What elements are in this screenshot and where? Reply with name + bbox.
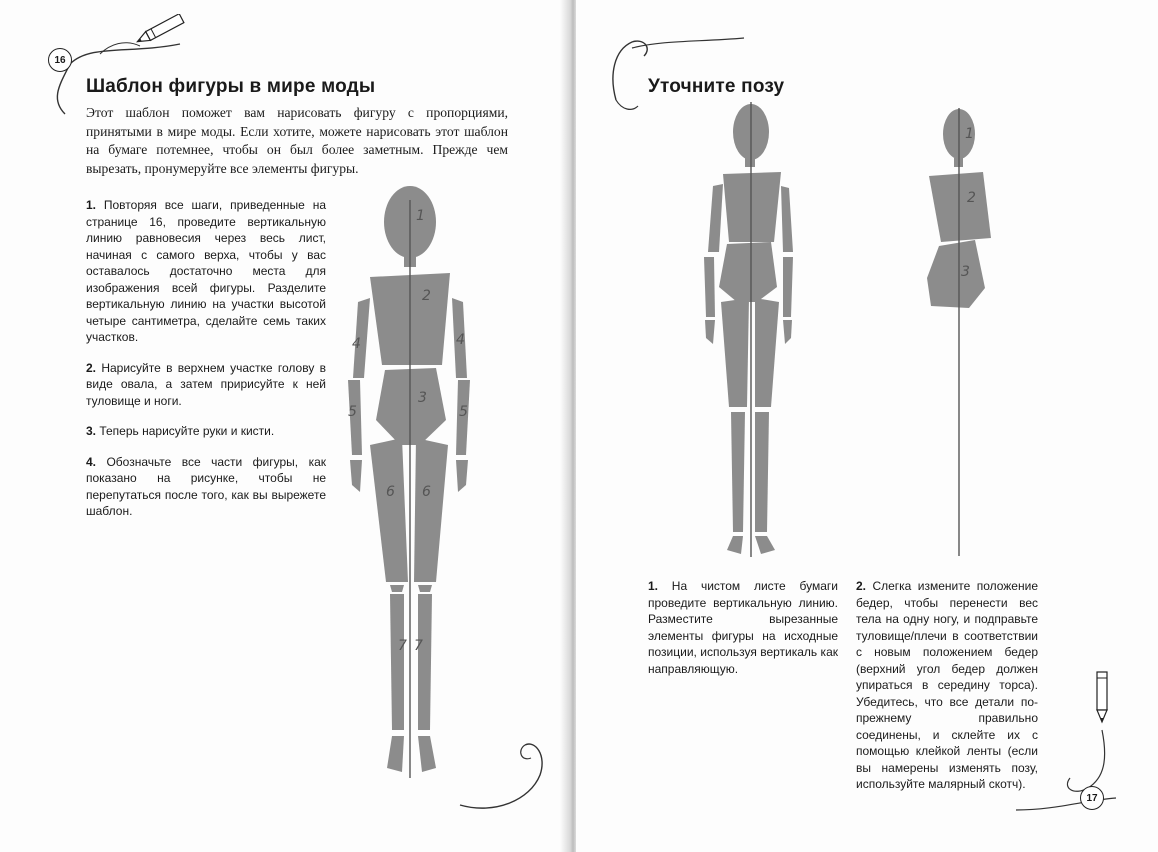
page-number-left: 16 xyxy=(48,48,72,72)
fashion-figure-template xyxy=(340,180,490,780)
page-title-right: Уточните позу xyxy=(648,76,785,97)
figure-foot-right xyxy=(418,736,436,772)
figure-label-forearm-right: 5 xyxy=(459,404,468,420)
pencil-icon xyxy=(135,14,184,46)
figure-label-upper-arm-right: 4 xyxy=(456,332,465,348)
figure-thigh-left xyxy=(370,438,408,582)
figure-hips xyxy=(376,368,446,445)
figure-label-hips: 3 xyxy=(418,390,427,406)
figure-torso xyxy=(723,172,781,242)
figure-label-thigh-left: 6 xyxy=(386,484,395,500)
figure-hand-left xyxy=(705,320,715,344)
figure-label-head: 1 xyxy=(965,126,974,142)
figure-hips xyxy=(927,240,985,308)
posed-figure-full xyxy=(671,102,816,562)
page-title-left: Шаблон фигуры в мире моды xyxy=(86,76,376,97)
figure-shin-right xyxy=(755,412,769,532)
figure-upper-arm-left xyxy=(708,184,723,252)
step-1-right xyxy=(648,578,838,691)
intro-paragraph: Этот шаблон поможет вам нарисовать фигуру с пропорциями, принятыми в мире моды. Если хотите, можете нарисовать этот шаблон на бумаге потемнее, чтобы он был более заметным. Прежде чем вырезать, пронумеруйте все элементы фигуры. xyxy=(86,105,508,176)
figure-hand-right xyxy=(783,320,792,344)
figure-hips xyxy=(719,242,777,302)
figure-foot-left xyxy=(727,536,743,554)
swirl-ornament-bottom-right-left-page xyxy=(455,730,555,820)
figure-hand-right xyxy=(456,460,468,492)
figure-knee-right xyxy=(418,585,432,592)
figure-label-forearm-left: 5 xyxy=(348,404,357,420)
step-item: 4. Обозначьте все части фигуры, как показано на рисунке, чтобы не перепутаться после того, как вы вырежете шаблон. xyxy=(86,454,326,518)
figure-thigh-left xyxy=(721,298,749,407)
figure-label-shin-right: 7 xyxy=(414,638,423,654)
figure-neck xyxy=(745,157,755,167)
figure-shin-left xyxy=(731,412,745,532)
step-item: 3. Теперь нарисуйте руки и кисти. xyxy=(86,424,275,438)
figure-shin-left xyxy=(390,594,404,730)
step-item: 2. Нарисуйте в верхнем участке голову в виде овала, а затем пририсуйте к ней туловище и ноги. xyxy=(86,360,326,408)
figure-label-head: 1 xyxy=(416,208,425,224)
posed-figure-adjusted xyxy=(921,108,1001,558)
figure-forearm-right xyxy=(783,257,793,317)
figure-label-torso: 2 xyxy=(422,288,431,304)
step-item: 1. Повторяя все шаги, приведенные на странице 16, проведите вертикальную линию равновесия через весь лист, начиная с самого верха, чтобы у вас оставалось достаточно места для изображения всей фигуры. Разделите вертикальную линию на участки высотой четыре сантиметра, сделайте семь таких участков. xyxy=(86,198,326,344)
pencil-icon xyxy=(1097,672,1107,722)
figure-label-shin-left: 7 xyxy=(398,638,407,654)
steps-list-left xyxy=(86,197,326,534)
figure-label-torso: 2 xyxy=(967,190,976,206)
figure-label-thigh-right: 6 xyxy=(422,484,431,500)
figure-upper-arm-right xyxy=(781,186,793,252)
left-page xyxy=(0,0,570,852)
right-page xyxy=(576,0,1158,852)
figure-torso xyxy=(929,172,991,242)
figure-forearm-left xyxy=(704,257,715,317)
figure-hand-left xyxy=(350,460,362,492)
figure-shin-right xyxy=(418,594,432,730)
step-item: 1. На чистом листе бумаги проведите вертикальную линию. Разместите вырезанные элементы фигуры на исходные позиции, используя вертикаль как направляющую. xyxy=(648,579,838,676)
figure-foot-left xyxy=(387,736,404,772)
step-item: 2. Слегка измените положение бедер, чтобы перенести вес тела на одну ногу, и подправьте туловище/плечи в соответствии с новым положением бедер (верхний угол бедер должен упираться в середину торса). Убедитесь, что все детали по-прежнему правильно соединены, и склейте их с помощью клейкой ленты (если вы намерены изменять позу, используйте малярный скотч). xyxy=(856,579,1038,791)
figure-label-hips: 3 xyxy=(961,264,970,280)
pencil-swirl-ornament-bottom-right xyxy=(996,660,1146,820)
figure-foot-right xyxy=(755,536,775,554)
page-number-right: 17 xyxy=(1080,786,1104,810)
figure-thigh-right xyxy=(755,298,779,407)
figure-knee-left xyxy=(390,585,404,592)
figure-label-upper-arm-left: 4 xyxy=(352,336,361,352)
figure-thigh-right xyxy=(414,438,448,582)
